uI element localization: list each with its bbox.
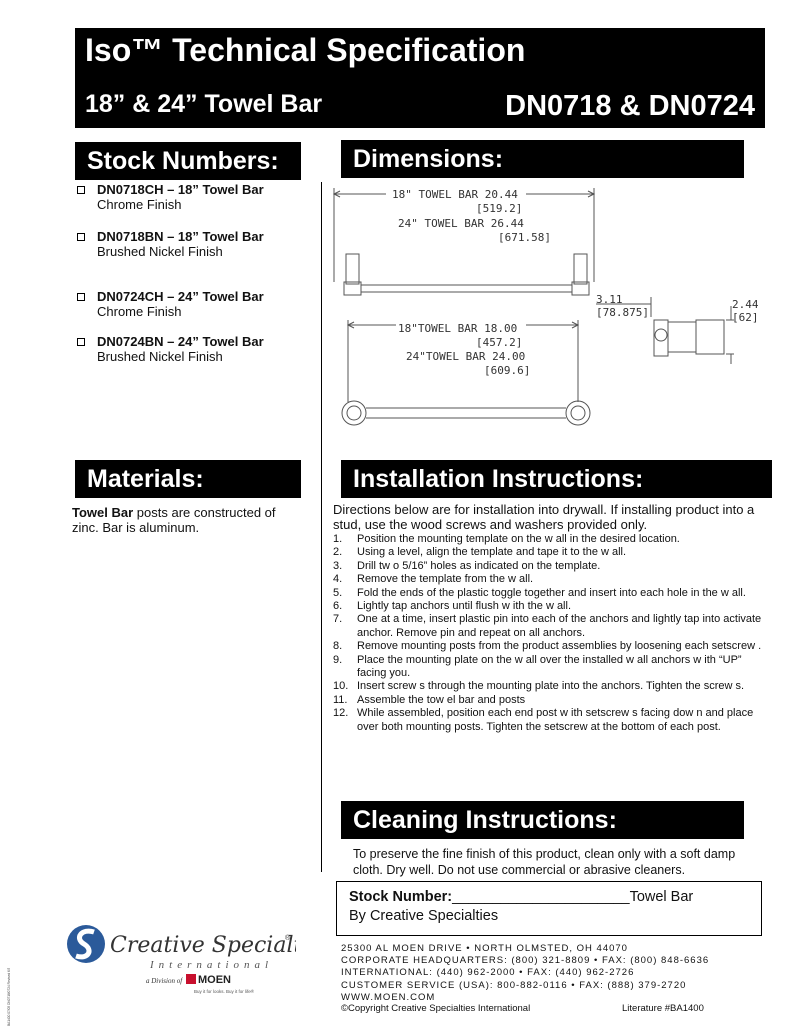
list-item: 11. Assemble the tow el bar and posts bbox=[333, 693, 526, 706]
svg-text:®: ® bbox=[285, 935, 291, 942]
list-item: 1. Position the mounting template on the w all in the desired location. bbox=[333, 533, 680, 545]
svg-text:International: International bbox=[150, 959, 274, 971]
stock-number-suffix: Towel Bar bbox=[629, 889, 694, 905]
stock-code: DN0724BN – 24” Towel Bar bbox=[97, 334, 264, 349]
copyright: ©Copyright Creative Specialties International bbox=[341, 1003, 531, 1014]
address-block bbox=[341, 943, 761, 1004]
checkbox-icon bbox=[77, 338, 85, 346]
dim-bot-18: 18"TOWEL BAR 18.00 bbox=[398, 322, 518, 335]
stock-number-blank: ______________________ bbox=[452, 889, 630, 905]
materials-rest: posts are constructed of zinc. Bar is aluminum. bbox=[72, 505, 276, 535]
dim-side-diam: 2.44 bbox=[732, 298, 759, 311]
checkbox-icon bbox=[77, 293, 85, 301]
list-item: 3. Drill tw o 5/16” holes as indicated on the template. bbox=[333, 559, 601, 572]
stock-finish: Brushed Nickel Finish bbox=[97, 349, 223, 364]
installation-heading: Installation Instructions: bbox=[341, 460, 772, 498]
dimension-drawing bbox=[326, 182, 766, 432]
cleaning-heading: Cleaning Instructions: bbox=[341, 801, 744, 839]
svg-text:a Division of: a Division of bbox=[146, 977, 183, 985]
column-divider bbox=[321, 182, 322, 872]
stock-code: DN0724CH – 24” Towel Bar bbox=[97, 289, 264, 304]
materials-bold: Towel Bar bbox=[72, 505, 134, 520]
dim-side-diam-mm: [62] bbox=[732, 311, 759, 324]
list-item: 10. Insert screw s through the mounting plate into the anchors. Tighten the screw s. bbox=[333, 680, 745, 693]
dimensions-heading: Dimensions: bbox=[341, 140, 744, 178]
list-item: 6. Lightly tap anchors until flush w ith the w all. bbox=[333, 600, 572, 613]
stock-finish: Brushed Nickel Finish bbox=[97, 244, 223, 259]
stock-item bbox=[75, 182, 264, 212]
stock-finish: Chrome Finish bbox=[97, 197, 182, 212]
model-numbers: DN0718 & DN0724 bbox=[505, 90, 755, 122]
installation-steps bbox=[333, 533, 773, 734]
list-item: 12. While assembled, position each end post w ith setscrew s facing dow n and place over both mounting posts. Tighten the setscrew at the bottom of each post. bbox=[333, 707, 754, 733]
materials-heading: Materials: bbox=[75, 460, 301, 498]
address-line: CUSTOMER SERVICE (USA): 800-882-0116 • FAX: (888) 379-2720 bbox=[341, 979, 687, 991]
spec-header bbox=[75, 28, 765, 128]
dim-side-depth: 3.11 bbox=[596, 293, 623, 306]
dim-top-18-mm: [519.2] bbox=[476, 202, 523, 215]
stock-code: DN0718CH – 18” Towel Bar bbox=[97, 182, 264, 197]
side-code bbox=[2, 968, 14, 1026]
address-line: 25300 AL MOEN DRIVE • NORTH OLMSTED, OH 44070 bbox=[341, 943, 628, 954]
stock-item bbox=[75, 334, 264, 364]
svg-text:BA1400 07/05 DN0718/0724 Revis: BA1400 07/05 DN0718/0724 Revised 6/5 bbox=[7, 968, 11, 1026]
checkbox-icon bbox=[77, 233, 85, 241]
address-line: INTERNATIONAL: (440) 962-2000 • FAX: (440) 962-2726 bbox=[341, 967, 635, 979]
stock-numbers-heading: Stock Numbers: bbox=[75, 142, 301, 180]
document-title: Iso™ Technical Specification bbox=[85, 32, 526, 68]
svg-text:Buy it for looks. Buy it for l: Buy it for looks. Buy it for life® bbox=[194, 989, 255, 994]
stock-item bbox=[75, 229, 264, 259]
list-item: 8. Remove mounting posts from the product assemblies by loosening each setscrew . bbox=[333, 640, 762, 653]
stock-item bbox=[75, 289, 264, 319]
list-item: 2. Using a level, align the template and tape it to the w all. bbox=[333, 546, 627, 559]
stock-code: DN0718BN – 18” Towel Bar bbox=[97, 229, 264, 244]
stock-number-box bbox=[336, 881, 762, 936]
address-line: CORPORATE HEADQUARTERS: (800) 321-8809 • FAX: (800) 848-6636 bbox=[341, 955, 710, 967]
dim-top-24-mm: [671.58] bbox=[498, 231, 551, 244]
logo-mark-icon bbox=[64, 918, 296, 1018]
svg-text:MOEN: MOEN bbox=[198, 974, 231, 986]
dim-side-depth-mm: [78.875] bbox=[596, 306, 649, 319]
materials-text bbox=[72, 505, 302, 535]
dim-bot-24-mm: [609.6] bbox=[484, 364, 531, 377]
address-line: WWW.MOEN.COM bbox=[341, 991, 436, 1003]
dim-top-18: 18" TOWEL BAR 20.44 bbox=[392, 188, 518, 201]
checkbox-icon bbox=[77, 186, 85, 194]
product-subtitle: 18” & 24” Towel Bar bbox=[85, 90, 323, 118]
list-item: 5. Fold the ends of the plastic toggle together and insert into each hole in the w all. bbox=[333, 586, 746, 599]
dim-bot-24: 24"TOWEL BAR 24.00 bbox=[406, 350, 526, 363]
stock-finish: Chrome Finish bbox=[97, 304, 182, 319]
stock-number-by: By Creative Specialties bbox=[349, 908, 499, 924]
list-item: 4. Remove the template from the w all. bbox=[333, 573, 534, 586]
creative-specialties-logo bbox=[64, 918, 296, 1018]
dim-bot-18-mm: [457.2] bbox=[476, 336, 523, 349]
cleaning-text: To preserve the fine finish of this product, clean only with a soft damp cloth. Dry well. Do not use commercial or abrasive cleaners. bbox=[353, 847, 736, 877]
installation-intro: Directions below are for installation into drywall. If installing product into a stud, use the wood screws and washers provided only. bbox=[333, 502, 755, 532]
literature-number: Literature #BA1400 bbox=[622, 1003, 704, 1014]
list-item: 7. One at a time, insert plastic pin into each of the anchors and lightly tap into activate anchor. Remove pin and repeat on all anchors. bbox=[333, 613, 762, 639]
stock-number-label: Stock Number: bbox=[349, 889, 453, 905]
svg-text:Creative Specialties: Creative Special bbox=[110, 933, 294, 958]
list-item: 9. Place the mounting plate on the w all over the installed w all anchors w ith “UP” facing you. bbox=[333, 653, 742, 680]
dim-top-24: 24" TOWEL BAR 26.44 bbox=[398, 217, 524, 230]
